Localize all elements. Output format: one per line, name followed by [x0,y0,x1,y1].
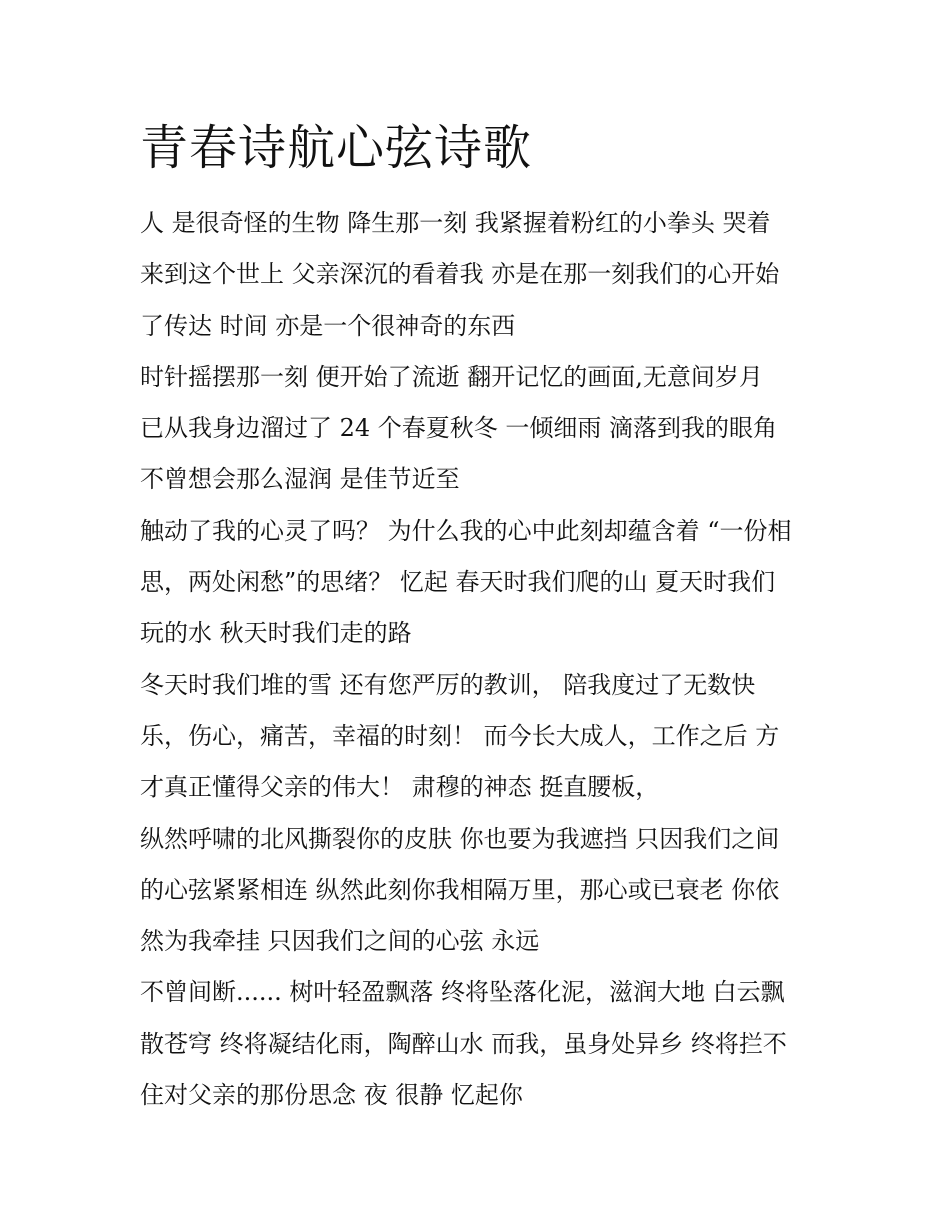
document-body [140,198,820,1121]
text-line: 时针摇摆那一刻 便开始了流逝 翻开记忆的画面,无意间岁月 [140,362,763,391]
text-line: 然为我牵挂 只因我们之间的心弦 永远 [140,927,540,956]
text-line: 住对父亲的那份思念 夜 很静 忆起你 [140,1081,523,1110]
text-line: 思，两处闲愁”的思绪？ 忆起 春天时我们爬的山 夏天时我们 [140,568,776,597]
text-line: 已从我身边溜过了 24 个春夏秋冬 一倾细雨 滴落到我的眼角 [140,414,778,443]
text-line: 玩的水 秋天时我们走的路 [140,619,412,648]
text-line: 的心弦紧紧相连 纵然此刻你我相隔万里，那心或已衰老 你依 [140,875,780,904]
text-line: 人 是很奇怪的生物 降生那一刻 我紧握着粉红的小拳头 哭着 [140,209,771,237]
text-line: 了传达 时间 亦是一个很神奇的东西 [140,311,516,340]
text-line: 乐，伤心，痛苦，幸福的时刻！ 而今长大成人，工作之后 方 [140,721,780,750]
text-line: 散苍穹 终将凝结化雨，陶醉山水 而我，虽身处异乡 终将拦不 [140,1029,787,1058]
text-line: 来到这个世上 父亲深沉的看着我 亦是在那一刻我们的心开始 [140,260,780,289]
text-line: 触动了我的心灵了吗？ 为什么我的心中此刻却蕴含着 “一份相 [140,516,792,545]
text-line: 纵然呼啸的北风撕裂你的皮肤 你也要为我遮挡 只因我们之间 [140,824,780,853]
text-line: 不曾想会那么湿润 是佳节近至 [140,465,460,494]
text-line: 冬天时我们堆的雪 还有您严厉的教训， 陪我度过了无数快 [140,670,756,699]
text-line: 不曾间断...... 树叶轻盈飘落 终将坠落化泥，滋润大地 白云飘 [140,978,785,1007]
document-title: 青春诗航心弦诗歌 [140,120,533,176]
text-line: 才真正懂得父亲的伟大！ 肃穆的神态 挺直腰板， [140,773,660,802]
